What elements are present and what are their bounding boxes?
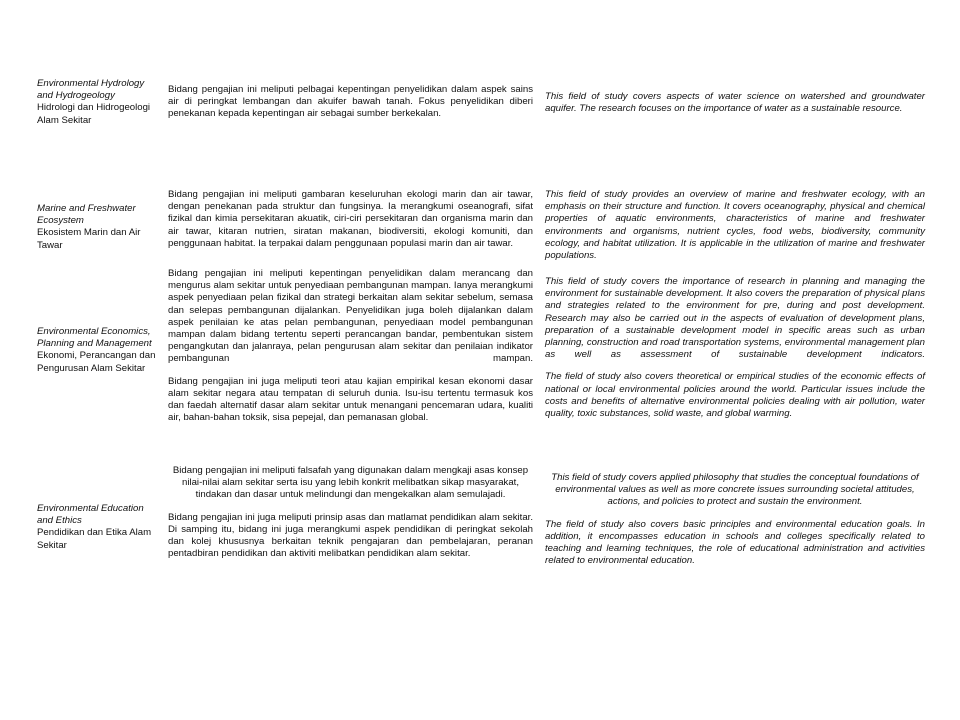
field-name-ms: Hidrologi dan Hidrogeologi Alam Sekitar (37, 102, 151, 126)
field-name-marine (37, 203, 162, 252)
paragraph-en: This field of study provides an overview of marine and freshwater ecology, with an emphasis on their structure and function. It covers oceanography, physical and chemical properties of aquatic environments, characteristics of marine and freshwater environments and organisms, nutrient cycles, food webs, biodiversity, community ecology, and habitat utilization. It is applicable in the utilization of marine and freshwater populations. (545, 189, 925, 262)
description-ms-education (168, 465, 533, 560)
field-name-ms: Ekosistem Marin dan Air Tawar (37, 227, 141, 251)
description-ms-hydrology (168, 84, 533, 121)
paragraph-ms: Bidang pengajian ini juga meliputi prinsip asas dan matlamat pendidikan alam sekitar. Di samping itu, bidang ini juga merangkumi aspek pendidikan di peringkat sekolah dan kolej khususnya berkaitan teknik pengajaran dan pembelajaran, peranan pentadbiran pendidikan dan aktiviti melibatkan pendidikan alam sekitar. (168, 511, 533, 560)
field-name-ms: Ekonomi, Perancangan dan Pengurusan Alam Sekitar (37, 350, 156, 374)
field-name-economics (37, 326, 162, 375)
description-en-economics (545, 276, 925, 420)
paragraph-en: The field of study also covers theoretical or empirical studies of the economic effects of national or local environmental policies around the world. Particular issues include the costs and benefits of alternative environmental policies dealing with air pollution, water quality, toxic substances, solid waste, and global warming. (545, 371, 925, 420)
paragraph-ms: Bidang pengajian ini meliputi pelbagai kepentingan penyelidikan dalam aspek sains air di peringkat lembangan dan akuifer bawah tanah. Fokus penyelidikan diberi penekanan kepada kepentingan air sebagai sumber berkekalan. (168, 84, 533, 120)
field-name-hydrology (37, 78, 162, 127)
field-name-education (37, 503, 162, 552)
field-name-en: Marine and Freshwater Ecosystem (37, 203, 136, 227)
description-ms-economics (168, 268, 533, 424)
paragraph-en: This field of study covers the importance of research in planning and managing the environment for sustainable development. It also covers the preparation of physical plans and strategies related to the environment for pre, during and post development. Research may also be carried out in the aspects of evaluation of development plans, preparation of a sustainable development model in specific areas such as urban planning, construction and road transportation systems, environmental management plan as well as assessment of sustainable development indicators. (545, 276, 925, 361)
paragraph-en: This field of study covers aspects of water science on watershed and groundwater aquifer. The research focuses on the importance of water as a sustainable resource. (545, 91, 925, 115)
field-name-en: Environmental Hydrology and Hydrogeology (37, 78, 145, 102)
description-en-marine (545, 189, 925, 262)
paragraph-en: This field of study covers applied philosophy that studies the conceptual foundations of environmental values as well as more concrete issues surrounding societal attitudes, actions, and policies to protect and sustain the environment. (551, 472, 919, 508)
field-name-en: Environmental Education and Ethics (37, 503, 144, 527)
paragraph-ms: Bidang pengajian ini meliputi falsafah yang digunakan dalam mengkaji asas konsep nilai-nilai alam sekitar serta isu yang lebih konkrit melibatkan sikap masyarakat, tindakan dan dasar untuk melindungi dan mengekalkan alam semulajadi. (172, 465, 529, 501)
field-name-en: Environmental Economics, Planning and Management (37, 326, 152, 350)
paragraph-ms: Bidang pengajian ini juga meliputi teori atau kajian empirikal kesan ekonomi dasar alam sekitar negara atau tempatan di seluruh dunia. Isu-isu tertentu termasuk kos dan faedah alternatif dasar alam sekitar untuk menangani pencemaran udara, kualiti air, bahan-bahan toksik, sisa pepejal, dan pemanasan global. (168, 375, 533, 424)
field-name-ms: Pendidikan dan Etika Alam Sekitar (37, 527, 152, 551)
description-ms-marine (168, 189, 533, 250)
paragraph-en: The field of study also covers basic principles and environmental education goals. In addition, it encompasses education in schools and colleges specifically related to teaching and learning techniques, the role of educational administration and activities related to environmental education. (545, 518, 925, 567)
description-en-education (545, 472, 925, 567)
paragraph-ms: Bidang pengajian ini meliputi gambaran keseluruhan ekologi marin dan air tawar, dengan penekanan pada struktur dan fungsinya. Ia merangkumi oseanografi, sifat fizikal dan kimia persekitaran akuatik, ciri-ciri persekitaran dan organisma marin dan air tawar, kitaran nutrien, siratan makanan, biodiversiti, ekologi komuniti, dan penggunaan habitat. Ia terpakai dalam penggunaan populasi marin dan air tawar. (168, 189, 533, 249)
paragraph-ms: Bidang pengajian ini meliputi kepentingan penyelidikan dalam merancang dan mengurus alam sekitar untuk penyediaan pembangunan mampan. Ianya merangkumi aspek penyediaan pelan fizikal dan strategi berkaitan alam sekitar sebelum, semasa dan selepas pembangunan dijalankan. Penyelidikan juga boleh dijalankan dalam aspek penilaian ke atas pelan pembangunan, penyediaan model pembangunan mampan dalam bidang tertentu seperti perancangan bandar, pembentukan sistem pengangkutan dan jalanraya, pelan pengurusan alam sekitar dan penilaian indikator pembangunan mampan. (168, 268, 533, 365)
description-en-hydrology (545, 91, 925, 115)
